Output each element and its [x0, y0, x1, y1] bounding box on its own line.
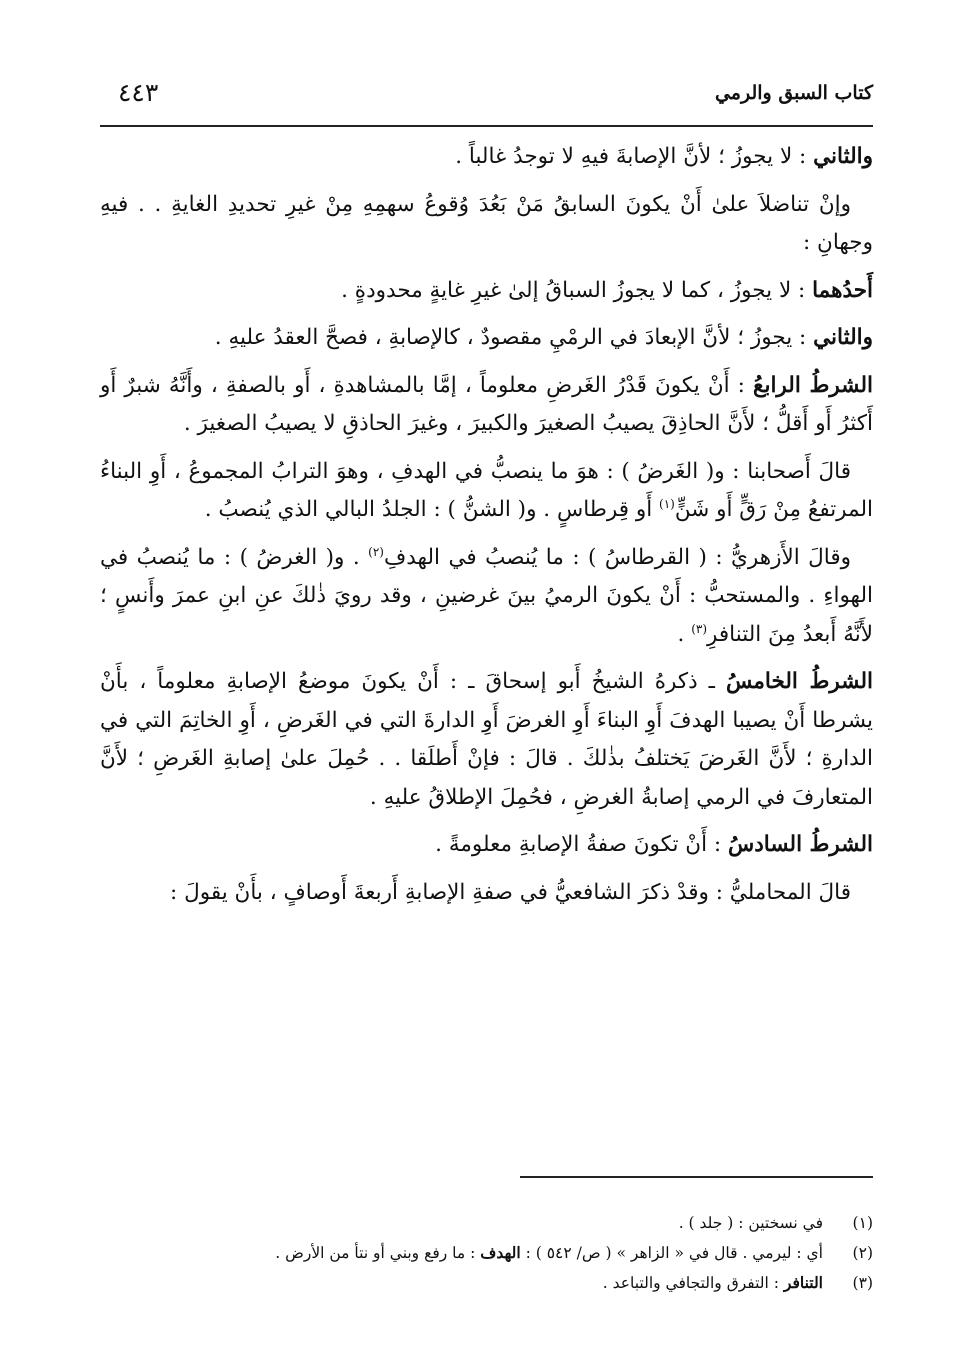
- paragraph-2: وإنْ تناضلاَ علىٰ أَنْ يكونَ السابقُ مَنْ بَعُدَ وُقوعُ سهمِهِ مِنْ غيرِ تحديدِ الغايةِ . . فيهِ وجهانِ :: [100, 191, 873, 255]
- page-number: ٤٤٣: [118, 78, 159, 107]
- page-header: [100, 78, 873, 122]
- running-title: كتاب السبق والرمي: [714, 82, 873, 104]
- paragraph-5: الشرطُ الرابعُ : أَنْ يكونَ قَدْرُ الغَرضِ معلوماً ، إمَّا بالمشاهدةِ ، أَو بالصفةِ ، وأَنَّهُ شبرٌ أَو أَكثرُ أَو أَقلُّ ؛ لأَنَّ الحاذِقَ يصيبُ الصغيرَ والكبيرَ ، وغيرَ الحاذقِ لا يصيبُ الصغيرَ .: [100, 372, 873, 436]
- paragraph-6: قالَ أَصحابنا : و( الغَرضُ ) : هوَ ما ينصبُّ في الهدفِ ، وهوَ الترابُ المجموعُ ، أَوِ البناءُ المرتفعُ مِنْ رَقٍّ أَو شَنٍّ$^{(١)}$ أَو قِرطاسٍ . و( الشنُّ ) : الجلدُ البالي الذي يُنصبُ .: [100, 458, 873, 522]
- paragraph-10: قالَ المحامليُّ : وقدْ ذكرَ الشافعيُّ في صفةِ الإصابةِ أَربعةَ أَوصافٍ ، بأَنْ يقولَ :: [170, 879, 851, 905]
- footnote-ref-1: (١): [659, 496, 675, 511]
- footnote-ref-2: (٢): [368, 544, 384, 559]
- paragraph-1: والثاني : لا يجوزُ ؛ لأنَّ الإصابةَ فيهِ لا توجدُ غالباً .: [455, 144, 873, 169]
- footnote-2: (٢) أي : ليرمي . قال في « الزاهر » ( ص/ ٥٤٢ ) : الهدف : ما رفع وبني أو نتأ من الأرض .: [275, 1243, 873, 1262]
- main-text: [100, 138, 873, 921]
- paragraph-8: الشرطُ الخامسُ ـ ذكرهُ الشيخُ أَبو إسحاقَ ـ : أَنْ يكونَ موضعُ الإصابةِ معلوماً ، بأَنْ يشرطا أَنْ يصيبا الهدفَ أَوِ البناءَ أَوِ الغرضَ أَوِ الدارةَ التي في الغَرضِ ، أَوِ الخاتِمَ التي في الدارةِ ؛ لأَنَّ الغَرضَ يَختلفُ بذٰلكَ . قالَ : فإنْ أَطلَقا . . حُمِلَ علىٰ إصابةِ الغَرضِ ؛ لأَنَّ المتعارفَ في الرمي إصابةُ الغرضِ ، فحُمِلَ الإطلاقُ عليهِ .: [100, 669, 873, 810]
- footnote-1: (١) في نسختين : ( جلد ) .: [678, 1214, 873, 1232]
- header-divider: [100, 125, 873, 127]
- footnote-ref-3: (٣): [691, 621, 708, 636]
- paragraph-4: والثاني : يجوزُ ؛ لأنَّ الإبعادَ في الرمْيِ مقصودٌ ، كالإصابةِ ، فصحَّ العقدُ عليهِ .: [214, 325, 873, 350]
- footnote-3: (٣) التنافر : التفرق والتجافي والتباعد .: [602, 1273, 873, 1292]
- footnotes: [100, 1208, 873, 1298]
- paragraph-3: أَحدُهما : لا يجوزُ ، كما لا يجوزُ السباقُ إلىٰ غيرِ غايةٍ محدودةٍ .: [341, 277, 873, 303]
- footnote-divider: [520, 1176, 873, 1178]
- paragraph-9: الشرطُ السادسُ : أَنْ تكونَ صفةُ الإصابةِ معلومةً .: [435, 832, 873, 857]
- paragraph-7: وقالَ الأَزهريُّ : ( القرطاسُ ) : ما يُنصبُ في الهدفِ$^{(٢)}$ . و( الغرضُ ) : ما يُنصبُ في الهواءِ . والمستحبُّ : أَنْ يكونَ الرميُ بينَ غرضينِ ، وقد رويَ ذٰلكَ عنِ ابنِ عمرَ وأَنسٍ ؛ لأَنَّهُ أَبعدُ مِنَ التنافرِ$^{(٣)}$ .: [100, 544, 873, 647]
